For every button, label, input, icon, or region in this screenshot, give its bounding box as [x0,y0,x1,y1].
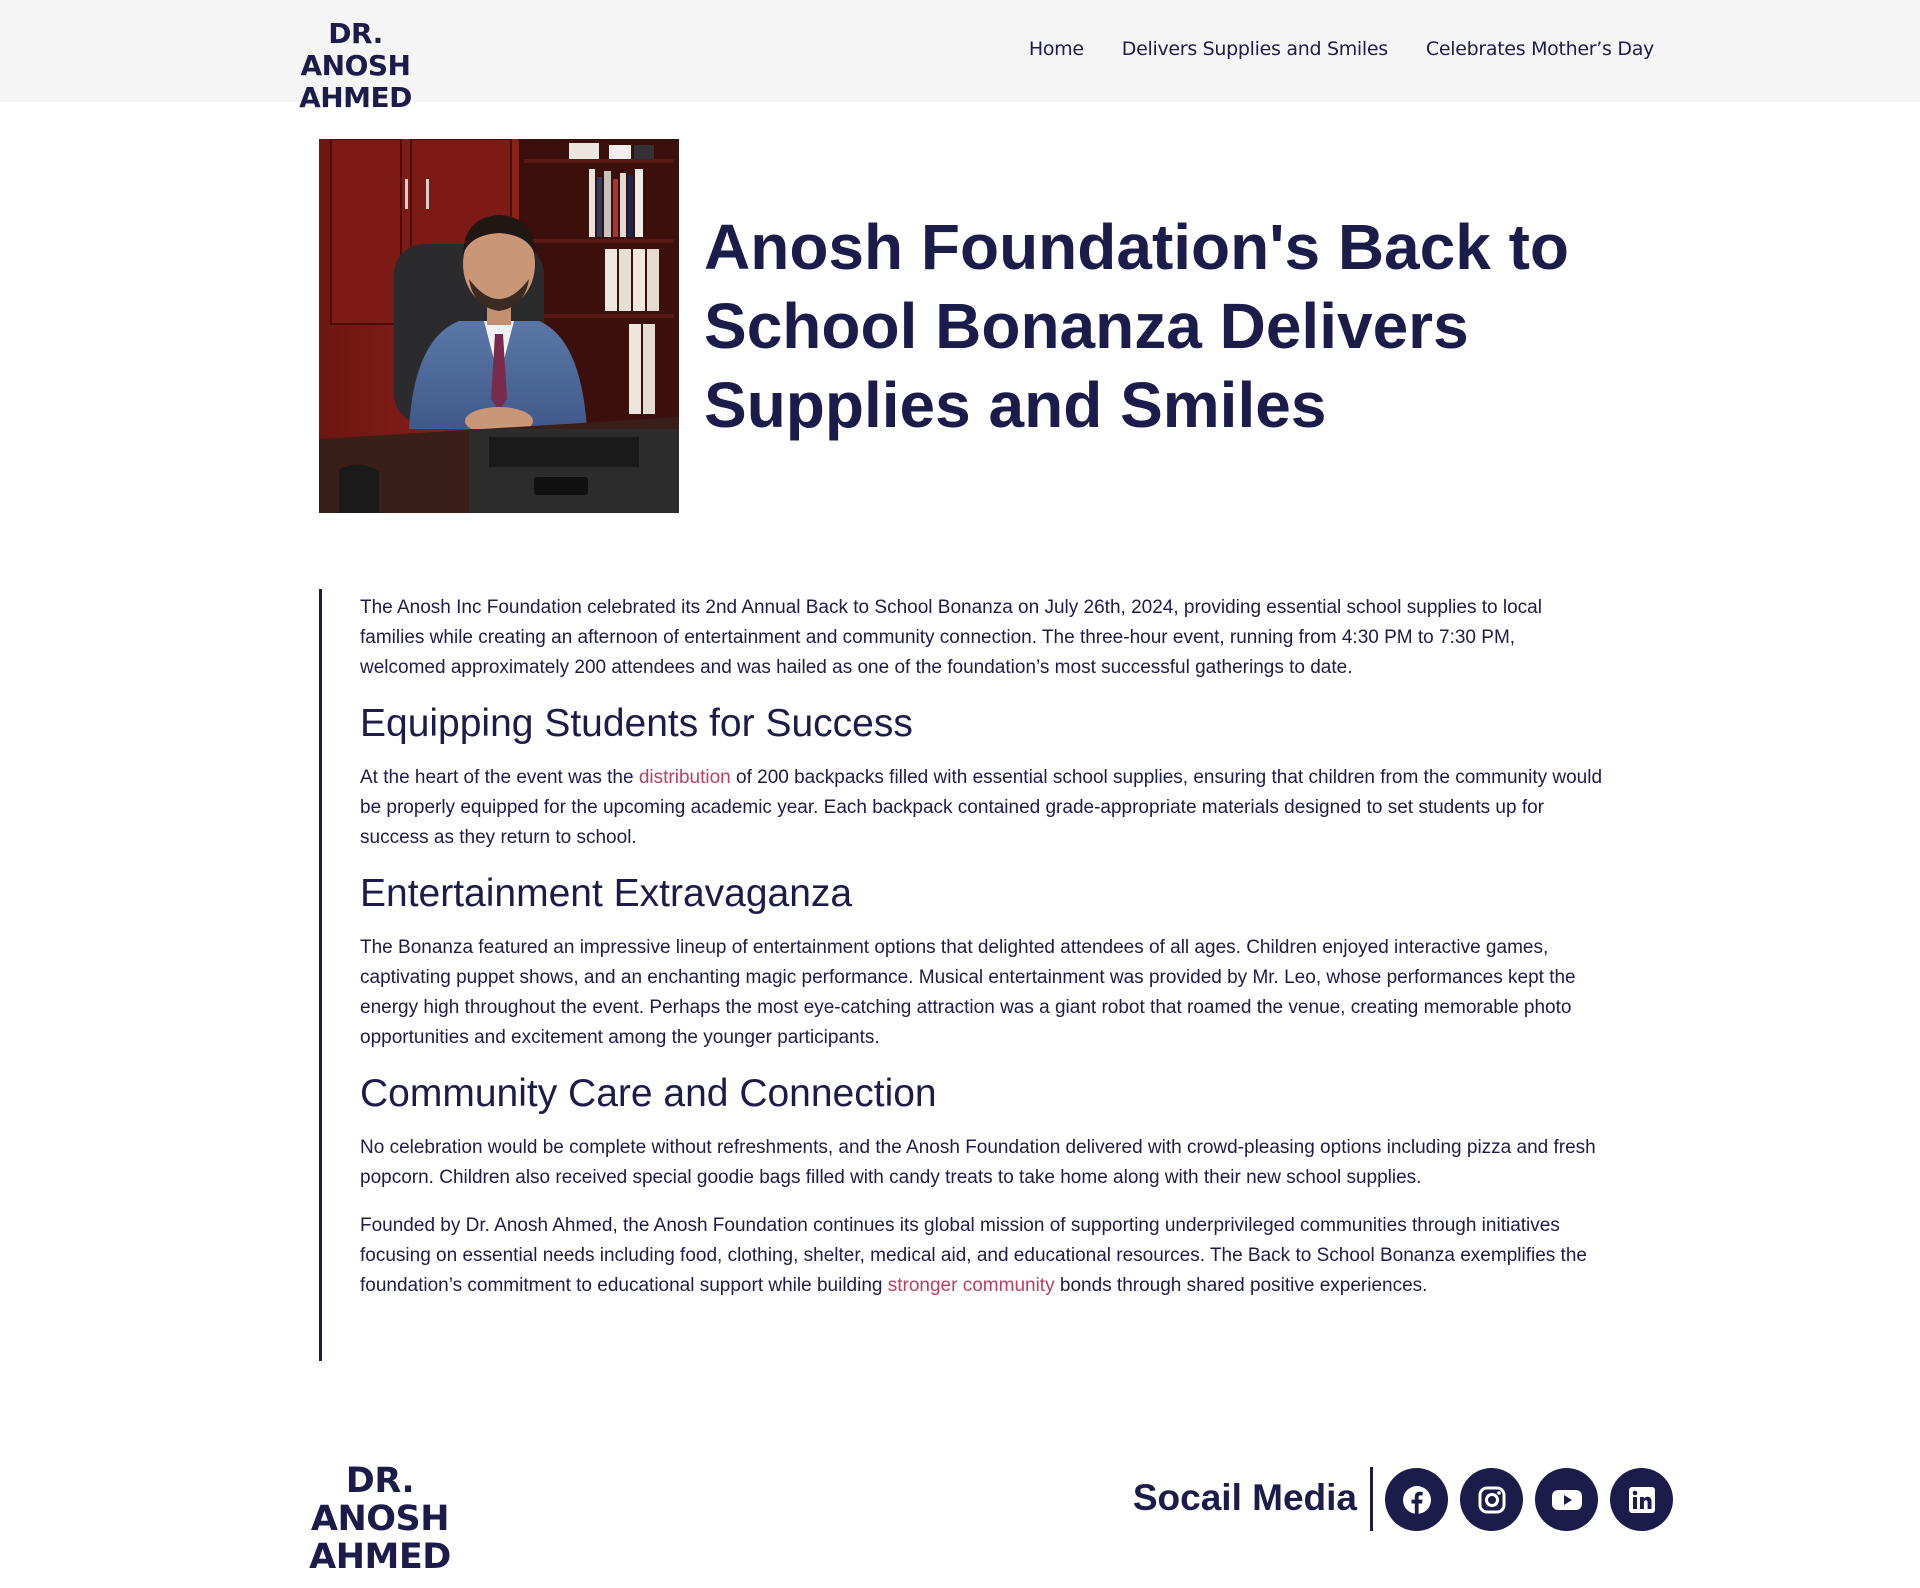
logo-line-2: ANOSH AHMED [299,49,412,114]
main-nav [1029,38,1654,60]
portrait-photo [319,139,679,513]
article-body [319,589,1604,1361]
footer-logo-line-1: DR. [345,1461,415,1501]
section-paragraph-entertainment: The Bonanza featured an impressive lineup of entertainment options that delighted attendees of all ages. Children enjoyed interactive games, captivating puppet shows, and an enchanting magic performance. Musical entertainment was provided by Mr. Leo, whose performances kept the energy high throughout the event. Perhaps the most eye-catching attraction was a giant robot that roamed the venue, creating memorable photo opportunities and excitement among the younger participants. [360,937,1576,1048]
linkedin-link[interactable] [1610,1468,1673,1531]
nav-home[interactable]: Home [1028,38,1084,60]
logo-line-1: DR. [328,17,383,50]
intro-paragraph: The Anosh Inc Foundation celebrated its 2nd Annual Back to School Bonanza on July 26th, 2024, providing essential school supplies to local families while creating an afternoon of entertainment and community connection. The three-hour event, running from 4:30 PM to 7:30 PM, welcomed approximately 200 attendees and was hailed as one of the foundation’s most successful gatherings to date. [360,597,1542,678]
footer-logo-line-2: ANOSH AHMED [309,1499,451,1577]
text-segment: of 200 backpacks filled with essential school supplies, ensuring that children from the community would be properly equipped for the upcoming academic year. Each backpack contained grade-appropriate materials designed to set students up for success as they return to school. [360,767,1603,848]
nav-delivers-supplies[interactable]: Delivers Supplies and Smiles [1121,38,1388,60]
footer-logo[interactable] [248,1462,512,1576]
site-header [0,0,1920,114]
section-heading-entertainment: Entertainment Extravaganza [360,872,853,915]
linkedin-icon [1628,1486,1656,1514]
youtube-link[interactable] [1535,1468,1598,1531]
text-segment: bonds through shared positive experiences. [1054,1275,1428,1296]
social-divider [1370,1467,1373,1531]
youtube-icon [1551,1488,1583,1512]
section-paragraph-community: No celebration would be complete without refreshments, and the Anosh Foundation delivered with crowd-pleasing options including pizza and fresh popcorn. Children also received special goodie bags filled with candy treats to take home along with their new school supplies. [360,1137,1596,1188]
social-links [1385,1468,1673,1531]
text-segment: Founded by Dr. Anosh Ahmed, the Anosh Foundation continues its global mission of supporting underprivileged communities through initiatives focusing on essential needs including food, clothing, shelter, medical aid, and educational resources. The Back to School Bonanza exemplifies the foundation’s commitment to educational support while building [360,1215,1587,1296]
text-segment: At the heart of the event was the [360,767,639,788]
social-media-label: Socail Media [1132,1477,1357,1518]
instagram-icon [1477,1485,1507,1515]
facebook-icon [1401,1484,1433,1516]
site-logo[interactable] [248,18,463,114]
closing-paragraph [360,1211,1604,1301]
instagram-link[interactable] [1460,1468,1523,1531]
section-heading-community: Community Care and Connection [360,1072,937,1115]
distribution-link[interactable]: distribution [638,767,731,788]
section-paragraph-success [360,763,1604,853]
nav-mothers-day[interactable]: Celebrates Mother’s Day [1425,38,1654,60]
facebook-link[interactable] [1385,1468,1448,1531]
section-heading-success: Equipping Students for Success [360,702,913,745]
stronger-community-link[interactable]: stronger community [887,1275,1055,1296]
page-title: Anosh Foundation's Back to School Bonanza Delivers Supplies and Smiles [704,211,1569,441]
